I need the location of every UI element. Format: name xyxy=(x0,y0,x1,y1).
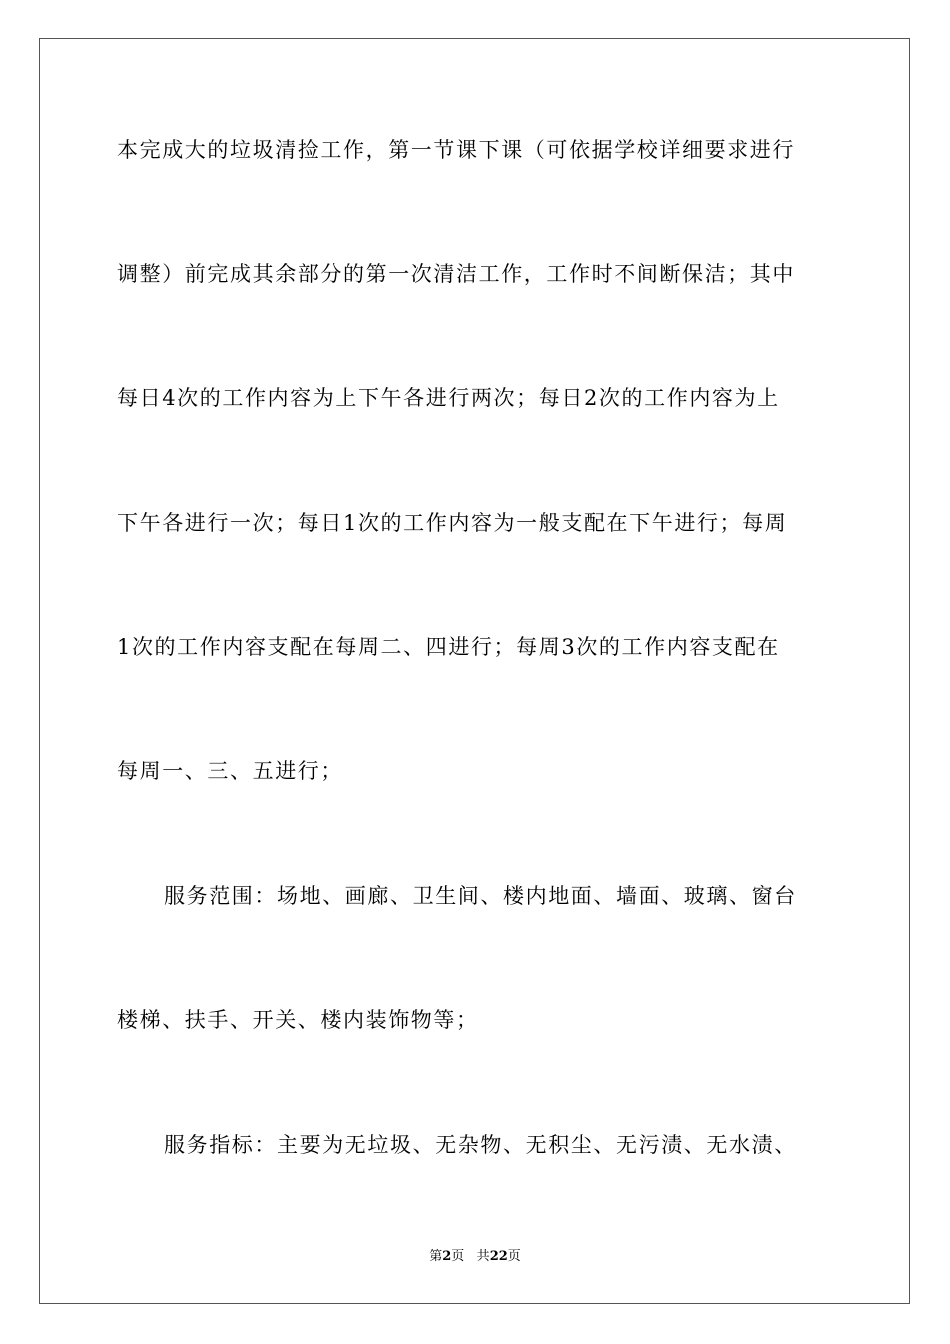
body-line-9: 服务指标：主要为无垃圾、无杂物、无积尘、无污渍、无水渍、 xyxy=(164,1133,797,1157)
page-footer xyxy=(0,1248,950,1266)
body-line-8: 楼梯、扶手、开关、楼内装饰物等； xyxy=(117,1008,479,1032)
body-line-1: 本完成大的垃圾清捡工作，第一节课下课（可依据学校详细要求进行 xyxy=(117,138,795,162)
page-prefix: 第 xyxy=(429,1249,443,1264)
body-line-5: 1次的工作内容支配在每周二、四进行；每周3次的工作内容支配在 xyxy=(117,635,780,659)
body-line-2: 调整）前完成其余部分的第一次清洁工作，工作时不间断保洁；其中 xyxy=(117,262,795,286)
body-line-7: 服务范围：场地、画廊、卫生间、楼内地面、墙面、玻璃、窗台 xyxy=(164,884,797,908)
body-line-6: 每周一、三、五进行； xyxy=(117,759,343,783)
page-border xyxy=(39,38,910,1304)
total-pages: 22 xyxy=(489,1249,508,1264)
body-line-4: 下午各进行一次；每日1次的工作内容为一般支配在下午进行；每周 xyxy=(117,511,788,535)
total-suffix: 页 xyxy=(507,1249,521,1264)
total-prefix: 共 xyxy=(476,1249,490,1264)
page-suffix: 页 xyxy=(451,1249,465,1264)
body-line-3: 每日4次的工作内容为上下午各进行两次；每日2次的工作内容为上 xyxy=(117,386,780,410)
page-number: 2 xyxy=(442,1249,452,1264)
